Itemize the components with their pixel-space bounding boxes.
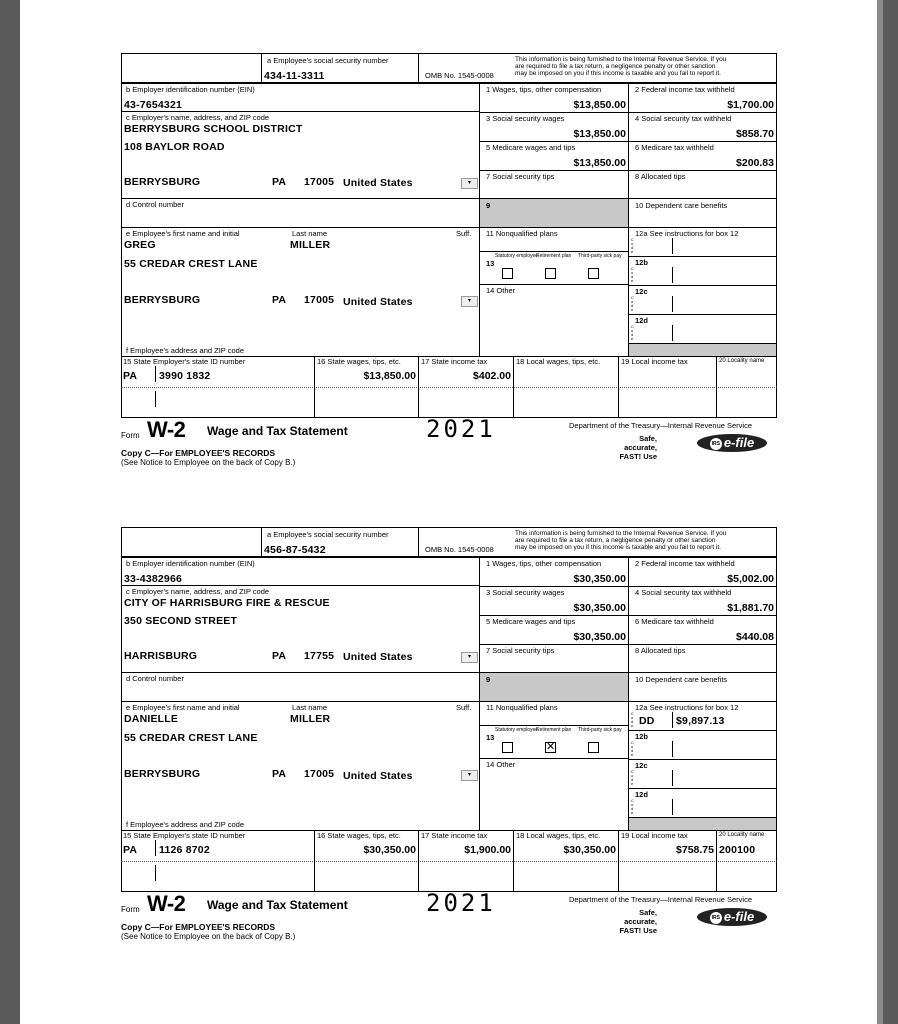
box-9-label: 9 bbox=[486, 201, 491, 210]
safe-accurate bbox=[607, 434, 657, 461]
box-1-value[interactable]: $30,350.00 bbox=[573, 573, 626, 585]
box-14-label: 14 Other bbox=[486, 286, 516, 295]
code-label: Code bbox=[631, 266, 634, 283]
employee-street[interactable]: 55 CREDAR CREST LANE bbox=[124, 258, 258, 270]
box-5-value[interactable]: $13,850.00 bbox=[573, 157, 626, 169]
box-12b-label: 12b bbox=[635, 732, 648, 741]
irs-eagle-icon: IRS bbox=[710, 438, 722, 450]
box-18 bbox=[514, 356, 619, 387]
safe-line: FAST! Use bbox=[619, 452, 657, 461]
box-3-value[interactable]: $13,850.00 bbox=[573, 128, 626, 140]
omb-box bbox=[418, 527, 777, 557]
statutory-label: Statutory employee bbox=[495, 727, 539, 733]
box-19 bbox=[619, 830, 717, 861]
employer-state[interactable]: PA bbox=[272, 650, 287, 662]
efile-logo bbox=[697, 908, 767, 926]
state-divider bbox=[155, 366, 156, 382]
box-8-label: 8 Allocated tips bbox=[635, 646, 686, 655]
state-id[interactable]: 1126 8702 bbox=[159, 844, 210, 856]
w2-form-1 bbox=[121, 53, 777, 483]
employee-zip[interactable]: 17005 bbox=[304, 294, 335, 306]
suffix-label: Suff. bbox=[456, 229, 472, 238]
box-3-label: 3 Social security wages bbox=[486, 588, 565, 597]
form-subtitle: Wage and Tax Statement bbox=[207, 424, 348, 438]
box-5 bbox=[479, 615, 629, 645]
efile-logo bbox=[697, 434, 767, 452]
box-d-label: d Control number bbox=[126, 674, 184, 683]
employee-first-name[interactable]: DANIELLE bbox=[124, 713, 179, 725]
efile-text: e-file bbox=[723, 909, 755, 924]
box-4 bbox=[628, 586, 777, 616]
box-4 bbox=[628, 112, 777, 142]
box-1 bbox=[479, 83, 629, 113]
box-b bbox=[121, 557, 480, 586]
box-13-label: 13 bbox=[486, 259, 495, 268]
state-id[interactable]: 3990 1832 bbox=[159, 370, 211, 382]
box-18-label: 18 Local wages, tips, etc. bbox=[516, 831, 601, 840]
box-f-label: f Employee's address and ZIP code bbox=[126, 346, 245, 355]
box-16-value[interactable]: $30,350.00 bbox=[363, 844, 416, 856]
employer-ein[interactable]: 43-7654321 bbox=[124, 99, 183, 111]
form-w2-title: W-2 bbox=[147, 417, 186, 442]
box-17 bbox=[419, 830, 514, 861]
box-19-value[interactable]: $758.75 bbox=[676, 844, 714, 856]
safe-line: Safe, accurate, bbox=[624, 908, 657, 926]
code-label: Code bbox=[631, 798, 634, 815]
code-label: Code bbox=[631, 237, 634, 254]
box-5 bbox=[479, 141, 629, 171]
employee-state[interactable]: PA bbox=[272, 294, 287, 306]
box-13-label: 13 bbox=[486, 733, 495, 742]
safe-line: Safe, accurate, bbox=[624, 434, 657, 452]
employer-state[interactable]: PA bbox=[272, 176, 287, 188]
employer-zip[interactable]: 17755 bbox=[304, 650, 335, 662]
box-3 bbox=[479, 112, 629, 142]
box-1-value[interactable]: $13,850.00 bbox=[573, 99, 626, 111]
box-3-label: 3 Social security wages bbox=[486, 114, 565, 123]
box-8-label: 8 Allocated tips bbox=[635, 172, 686, 181]
box-b-label: b Employer identification number (EIN) bbox=[126, 85, 255, 94]
see-notice: (See Notice to Employee on the back of Copy B.) bbox=[121, 458, 296, 467]
box-1-label: 1 Wages, tips, other compensation bbox=[486, 559, 602, 568]
box-e bbox=[121, 701, 480, 831]
box-12d-label: 12d bbox=[635, 316, 648, 325]
box-17-value[interactable]: $1,900.00 bbox=[464, 844, 511, 856]
employer-name[interactable]: CITY OF HARRISBURG FIRE & RESCUE bbox=[124, 597, 330, 609]
form-word: Form bbox=[121, 905, 140, 914]
employer-country-dropdown[interactable]: ▾ bbox=[461, 652, 478, 663]
retirement-checkbox[interactable]: ✕ bbox=[546, 741, 556, 753]
box-16 bbox=[315, 356, 419, 387]
box-2-value[interactable]: $5,002.00 bbox=[727, 573, 774, 585]
box-12b[interactable] bbox=[628, 730, 777, 760]
box-8[interactable] bbox=[628, 170, 777, 199]
box-18 bbox=[514, 830, 619, 861]
state-code[interactable]: PA bbox=[123, 370, 138, 382]
box-a-label: a Employee's social security number bbox=[267, 530, 389, 539]
box-12a-amount[interactable]: $9,897.13 bbox=[676, 715, 725, 727]
box-12b-label: 12b bbox=[635, 258, 648, 267]
box-12c-label: 12c bbox=[635, 761, 648, 770]
form-word: Form bbox=[121, 431, 140, 440]
box-e-label: e Employee's first name and initial bbox=[126, 703, 240, 712]
box-6-label: 6 Medicare tax withheld bbox=[635, 617, 714, 626]
box-d[interactable] bbox=[121, 198, 480, 228]
box-2 bbox=[628, 83, 777, 113]
box-16-row2[interactable] bbox=[315, 861, 419, 892]
code-label: Code bbox=[631, 295, 634, 312]
box-18-row2[interactable] bbox=[514, 861, 619, 892]
box-c-label: c Employer's name, address, and ZIP code bbox=[126, 587, 270, 596]
code-divider bbox=[672, 238, 673, 254]
box-12d[interactable] bbox=[628, 314, 777, 344]
box-12b[interactable] bbox=[628, 256, 777, 286]
box-10[interactable] bbox=[628, 672, 777, 702]
viewer-left-border bbox=[0, 0, 20, 1024]
code-label: Code bbox=[631, 740, 634, 757]
omb-box bbox=[418, 53, 777, 83]
box-11-label: 11 Nonqualified plans bbox=[486, 703, 558, 712]
last-name-label: Last name bbox=[292, 229, 328, 238]
box-17-label: 17 State income tax bbox=[421, 357, 488, 366]
code-divider bbox=[672, 325, 673, 341]
box-1 bbox=[479, 557, 629, 587]
code-divider bbox=[672, 296, 673, 312]
thirdparty-label: Third-party sick pay bbox=[578, 253, 622, 259]
notice-line: This information is being furnished to the Internal Revenue Service. If you bbox=[515, 530, 727, 537]
box-18-label: 18 Local wages, tips, etc. bbox=[516, 357, 601, 366]
box-2 bbox=[628, 557, 777, 587]
form-w2-title: W-2 bbox=[147, 891, 186, 916]
box-18-value[interactable]: $30,350.00 bbox=[563, 844, 616, 856]
box-b-label: b Employer identification number (EIN) bbox=[126, 559, 255, 568]
code-label: Code bbox=[631, 324, 634, 341]
state-divider bbox=[155, 865, 156, 881]
box-10-label: 10 Dependent care benefits bbox=[635, 675, 728, 684]
box-10[interactable] bbox=[628, 198, 777, 228]
employer-name[interactable]: BERRYSBURG SCHOOL DISTRICT bbox=[124, 123, 303, 135]
employer-country[interactable]: United States bbox=[343, 177, 413, 189]
last-name-label: Last name bbox=[292, 703, 328, 712]
notice-line: are required to file a tax return, a negligence penalty or other sanction bbox=[515, 63, 716, 70]
treasury-dept: Department of the Treasury—Internal Revenue Service bbox=[569, 421, 753, 430]
copy-label: Copy C—For EMPLOYEE'S RECORDS bbox=[121, 922, 276, 932]
box-f-label: f Employee's address and ZIP code bbox=[126, 820, 245, 829]
employee-zip[interactable]: 17005 bbox=[304, 768, 335, 780]
box-19-label: 19 Local income tax bbox=[621, 357, 688, 366]
box-c-label: c Employer's name, address, and ZIP code bbox=[126, 113, 270, 122]
box-5-label: 5 Medicare wages and tips bbox=[486, 143, 576, 152]
see-notice: (See Notice to Employee on the back of Copy B.) bbox=[121, 932, 296, 941]
box-14-label: 14 Other bbox=[486, 760, 516, 769]
box-12c[interactable] bbox=[628, 285, 777, 315]
code-divider bbox=[672, 741, 673, 757]
box-12c[interactable] bbox=[628, 759, 777, 789]
employee-street[interactable]: 55 CREDAR CREST LANE bbox=[124, 732, 258, 744]
box-12c-label: 12c bbox=[635, 287, 648, 296]
box-15 bbox=[121, 356, 315, 387]
notice-line: may be imposed on you if this income is taxable and you fail to report it. bbox=[515, 544, 721, 551]
scrollbar-shade bbox=[877, 0, 883, 1024]
box-2-label: 2 Federal income tax withheld bbox=[635, 85, 735, 94]
box-c bbox=[121, 111, 480, 199]
box-12a-label: 12a See instructions for box 12 bbox=[635, 229, 739, 238]
box-20-label: 20 Locality name bbox=[719, 358, 765, 364]
copy-label: Copy C—For EMPLOYEE'S RECORDS bbox=[121, 448, 276, 458]
box-12a-code[interactable]: DD bbox=[639, 715, 655, 727]
code-divider bbox=[672, 267, 673, 283]
box-4-label: 4 Social security tax withheld bbox=[635, 588, 732, 597]
omb-number: OMB No. 1545-0008 bbox=[425, 545, 494, 554]
retirement-checkbox[interactable] bbox=[545, 268, 556, 279]
employer-country[interactable]: United States bbox=[343, 651, 413, 663]
box-9 bbox=[479, 198, 629, 228]
thirdparty-checkbox[interactable] bbox=[588, 268, 599, 279]
box-8[interactable] bbox=[628, 644, 777, 673]
box-19-label: 19 Local income tax bbox=[621, 831, 688, 840]
box-20-label: 20 Locality name bbox=[719, 832, 765, 838]
box-16 bbox=[315, 830, 419, 861]
box-12a-label: 12a See instructions for box 12 bbox=[635, 703, 739, 712]
box-17 bbox=[419, 356, 514, 387]
employer-ein[interactable]: 33-4382966 bbox=[124, 573, 183, 585]
treasury-dept: Department of the Treasury—Internal Revenue Service bbox=[569, 895, 753, 904]
box-13 bbox=[479, 725, 629, 759]
box-6-value[interactable]: $200.83 bbox=[736, 157, 774, 169]
box-a bbox=[261, 527, 419, 557]
viewer-scrollbar[interactable] bbox=[877, 0, 898, 1024]
box-6-value[interactable]: $440.08 bbox=[736, 631, 774, 643]
box-9 bbox=[479, 672, 629, 702]
employee-ssn[interactable]: 456-87-5432 bbox=[264, 544, 326, 556]
employee-ssn[interactable]: 434-11-3311 bbox=[264, 70, 325, 82]
irs-eagle-icon: IRS bbox=[710, 912, 722, 924]
employee-last-name[interactable]: MILLER bbox=[290, 713, 331, 725]
state-divider bbox=[155, 840, 156, 856]
box-15-row2[interactable] bbox=[121, 387, 315, 418]
employee-country-dropdown[interactable]: ▾ bbox=[461, 296, 478, 307]
box-b bbox=[121, 83, 480, 112]
notice-line: This information is being furnished to the Internal Revenue Service. If you bbox=[515, 56, 727, 63]
box-7-label: 7 Social security tips bbox=[486, 172, 555, 181]
box-2-value[interactable]: $1,700.00 bbox=[727, 99, 774, 111]
box-5-value[interactable]: $30,350.00 bbox=[573, 631, 626, 643]
efile-text: e-file bbox=[723, 435, 755, 450]
box-1-label: 1 Wages, tips, other compensation bbox=[486, 85, 602, 94]
code-divider bbox=[672, 770, 673, 786]
retirement-label: Retirement plan bbox=[536, 253, 572, 259]
box-6-label: 6 Medicare tax withheld bbox=[635, 143, 714, 152]
box-16-value[interactable]: $13,850.00 bbox=[363, 370, 416, 382]
safe-line: FAST! Use bbox=[619, 926, 657, 935]
box-11-label: 11 Nonqualified plans bbox=[486, 229, 558, 238]
thirdparty-checkbox[interactable] bbox=[588, 742, 599, 753]
box-7[interactable] bbox=[479, 170, 629, 199]
state-code[interactable]: PA bbox=[123, 844, 138, 856]
code-divider bbox=[672, 799, 673, 815]
box-c bbox=[121, 585, 480, 673]
box-a bbox=[261, 53, 419, 83]
shaded-spacer bbox=[628, 343, 777, 357]
box-3 bbox=[479, 586, 629, 616]
suffix-label: Suff. bbox=[456, 703, 472, 712]
code-label: Code bbox=[631, 769, 634, 786]
box-16-label: 16 State wages, tips, etc. bbox=[317, 357, 401, 366]
box-4-value[interactable]: $1,881.70 bbox=[727, 602, 774, 614]
box-14[interactable] bbox=[479, 284, 629, 357]
box-15 bbox=[121, 830, 315, 861]
employee-country[interactable]: United States bbox=[343, 296, 413, 308]
thirdparty-label: Third-party sick pay bbox=[578, 727, 622, 733]
box-12a bbox=[628, 227, 777, 257]
safe-accurate bbox=[607, 908, 657, 935]
box-19 bbox=[619, 356, 717, 387]
state-divider bbox=[155, 391, 156, 407]
statutory-label: Statutory employee bbox=[495, 253, 539, 259]
box-6 bbox=[628, 615, 777, 645]
employee-country[interactable]: United States bbox=[343, 770, 413, 782]
employer-zip[interactable]: 17005 bbox=[304, 176, 335, 188]
box-7-label: 7 Social security tips bbox=[486, 646, 555, 655]
form-subtitle: Wage and Tax Statement bbox=[207, 898, 348, 912]
box-16-label: 16 State wages, tips, etc. bbox=[317, 831, 401, 840]
employer-street[interactable]: 350 SECOND STREET bbox=[124, 615, 238, 627]
employer-city[interactable]: BERRYSBURG bbox=[124, 176, 201, 188]
statutory-checkbox[interactable] bbox=[502, 268, 513, 279]
code-divider bbox=[672, 712, 673, 728]
statutory-checkbox[interactable] bbox=[502, 742, 513, 753]
box-11[interactable] bbox=[479, 227, 629, 252]
box-15-label: 15 State Employer's state ID number bbox=[123, 357, 246, 366]
box-13 bbox=[479, 251, 629, 285]
box-17-label: 17 State income tax bbox=[421, 831, 488, 840]
box-17-value[interactable]: $402.00 bbox=[473, 370, 511, 382]
employer-city[interactable]: HARRISBURG bbox=[124, 650, 198, 662]
box-9-label: 9 bbox=[486, 675, 491, 684]
box-16-row2[interactable] bbox=[315, 387, 419, 418]
employee-city[interactable]: BERRYSBURG bbox=[124, 768, 201, 780]
omb-number: OMB No. 1545-0008 bbox=[425, 71, 494, 80]
box-5-label: 5 Medicare wages and tips bbox=[486, 617, 576, 626]
box-15-label: 15 State Employer's state ID number bbox=[123, 831, 246, 840]
irs-notice bbox=[515, 56, 726, 77]
code-label: Code bbox=[631, 711, 634, 728]
box-6 bbox=[628, 141, 777, 171]
box-4-label: 4 Social security tax withheld bbox=[635, 114, 732, 123]
notice-line: are required to file a tax return, a negligence penalty or other sanction bbox=[515, 537, 716, 544]
notice-line: may be imposed on you if this income is taxable and you fail to report it. bbox=[515, 70, 721, 77]
box-12d[interactable] bbox=[628, 788, 777, 818]
employer-street[interactable]: 108 BAYLOR ROAD bbox=[124, 141, 225, 153]
box-2-label: 2 Federal income tax withheld bbox=[635, 559, 735, 568]
box-19-row2[interactable] bbox=[619, 387, 717, 418]
employee-state[interactable]: PA bbox=[272, 768, 287, 780]
box-d-label: d Control number bbox=[126, 200, 184, 209]
box-11[interactable] bbox=[479, 701, 629, 726]
box-3-value[interactable]: $30,350.00 bbox=[573, 602, 626, 614]
box-d[interactable] bbox=[121, 672, 480, 702]
box-20-value[interactable]: 200100 bbox=[719, 844, 756, 856]
employee-city[interactable]: BERRYSBURG bbox=[124, 294, 201, 306]
box-17-row2[interactable] bbox=[419, 387, 514, 418]
box-a-label: a Employee's social security number bbox=[267, 56, 389, 65]
retirement-label: Retirement plan bbox=[536, 727, 572, 733]
tax-year: 2021 bbox=[426, 415, 496, 443]
box-7[interactable] bbox=[479, 644, 629, 673]
shaded-spacer bbox=[628, 817, 777, 831]
employee-last-name[interactable]: MILLER bbox=[290, 239, 331, 251]
employer-country-dropdown[interactable]: ▾ bbox=[461, 178, 478, 189]
w2-form-2 bbox=[121, 527, 777, 957]
box-20 bbox=[717, 356, 777, 387]
employee-first-name[interactable]: GREG bbox=[124, 239, 156, 251]
box-17-row2[interactable] bbox=[419, 861, 514, 892]
box-19-row2[interactable] bbox=[619, 861, 717, 892]
box-14[interactable] bbox=[479, 758, 629, 831]
employee-country-dropdown[interactable]: ▾ bbox=[461, 770, 478, 781]
box-15-row2[interactable] bbox=[121, 861, 315, 892]
box-18-row2[interactable] bbox=[514, 387, 619, 418]
irs-notice bbox=[515, 530, 726, 551]
box-e-label: e Employee's first name and initial bbox=[126, 229, 240, 238]
box-12a bbox=[628, 701, 777, 731]
box-e bbox=[121, 227, 480, 357]
tax-year: 2021 bbox=[426, 889, 496, 917]
box-10-label: 10 Dependent care benefits bbox=[635, 201, 728, 210]
box-20 bbox=[717, 830, 777, 861]
box-12d-label: 12d bbox=[635, 790, 648, 799]
box-4-value[interactable]: $858.70 bbox=[736, 128, 774, 140]
